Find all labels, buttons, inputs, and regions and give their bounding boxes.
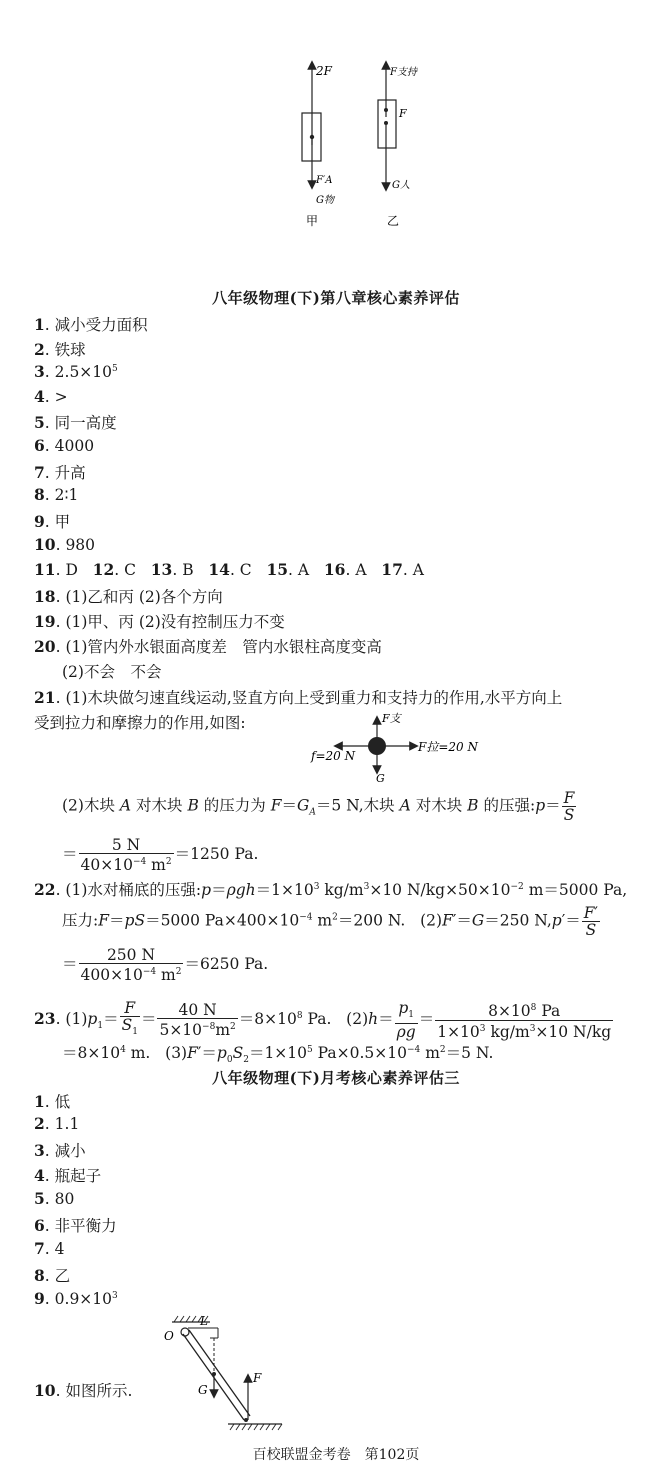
answer-18: 18. (1)乙和丙 (2)各个方向 — [34, 587, 223, 606]
label-Gwu: G物 — [316, 195, 334, 206]
answer-11-17: 11. D 12. C 13. B 14. C 15. A 16. A 17. A — [34, 560, 424, 579]
label-FA: F′A — [316, 175, 333, 186]
force-diagram-top — [280, 55, 440, 235]
answer2-2: 2. 1.1 — [34, 1114, 80, 1133]
page-footer: 百校联盟金考卷 第102页 — [252, 1447, 420, 1463]
answer2-1: 1. 低 — [34, 1092, 71, 1111]
answer-6: 6. 4000 — [34, 436, 95, 455]
answer-21-part2-calc: ＝ $\frac{5 N}{40\times 10^{-4} m^2}$ ＝1250 Pa. — [62, 836, 259, 875]
label-yi: 乙 — [387, 214, 400, 228]
answer-3: 3. $2.5\times 10^5$ — [34, 362, 118, 381]
section1-title: 八年级物理(下)第八章核心素养评估 — [212, 289, 460, 307]
answer-20-line2: (2)不会 不会 — [62, 663, 162, 681]
answer2-9: 9. $0.9\times 10^3$ — [34, 1289, 118, 1308]
answer-23-line1: 23. $(1)p_1=$ $\frac{F}{S_1}$ ＝ $\frac{40 N}{5\times 10^{-8}m^2}$ $=8\times 10^8$ Pa. (2)h＝ $\frac{p_1}{\rho g}$ ＝ $\frac{8\times 10^8 Pa}{1\times 10^3 kg/m^3\times 10 N/kg}$ — [34, 999, 612, 1042]
force-diagram-q21 — [310, 708, 500, 788]
label-F2: F — [253, 1371, 262, 1385]
label-L: L — [200, 1314, 208, 1328]
answer-9: 9. 甲 — [34, 512, 71, 531]
answer-4: 4. > — [34, 387, 68, 406]
answer2-3: 3. 减小 — [34, 1141, 86, 1160]
answer-10: 10. 980 — [34, 535, 96, 554]
label-f: f=20 N — [311, 749, 356, 763]
answer2-10: 10. 如图所示. — [34, 1381, 133, 1400]
label-Gren: G人 — [392, 180, 410, 191]
answer-22-line3: ＝ $\frac{250 N}{400\times 10^{-4} m^2}$ ＝6250 Pa. — [62, 946, 269, 985]
answer-21-line2: 受到拉力和摩擦力的作用,如图: — [34, 714, 246, 732]
lever-diagram — [158, 1312, 288, 1437]
answer-22-line2: 压力:F＝pS＝5000 $Pa\times 400\times 10^{-4}$ $m^2=200$ N. (2)F′＝G＝250 N,p′＝ $\frac{F'}{S}$ — [62, 904, 599, 939]
label-Fzhi: F支 — [382, 712, 401, 725]
label-G: G — [376, 772, 385, 785]
answer2-6: 6. 非平衡力 — [34, 1216, 117, 1235]
answer-23-line2: $=8\times 10^4$ m. $(3)F'=p_0S_2=1\times 10^5$ $Pa\times 0.5\times 10^{-4}$ $m^2=5$ N. — [62, 1044, 494, 1066]
answer-22-line1: 22. (1)水对桶底的压强$:p=\rho gh=1\times 10^3$ $kg/m^3\times 10$ $N/kg\times 50\times 10^{-2}$ m＝5000 Pa, — [34, 880, 628, 899]
label-Fla: F拉=20 N — [418, 740, 478, 754]
answer2-8: 8. 乙 — [34, 1266, 71, 1285]
label-O: O — [164, 1329, 174, 1343]
label-2F: 2F — [316, 64, 332, 78]
answer-20-line1: 20. (1)管内外水银面高度差 管内水银柱高度变高 — [34, 637, 382, 656]
answer2-5: 5. 80 — [34, 1189, 75, 1208]
answer2-7: 7. 4 — [34, 1239, 65, 1258]
diagram-yi — [378, 65, 418, 228]
answer-8: 8. 2∶1 — [34, 485, 79, 504]
answer-7: 7. 升高 — [34, 463, 86, 482]
answer-5: 5. 同一高度 — [34, 413, 117, 432]
answer2-4: 4. 瓶起子 — [34, 1166, 102, 1185]
answer-19: 19. (1)甲、丙 (2)没有控制压力不变 — [34, 612, 285, 631]
answer-21-part2: (2)木块 A 对木块 B 的压力为 $F=G_A=5$ N,木块 A 对木块 B 的压强:p＝ $\frac{F}{S}$ — [62, 789, 575, 824]
label-F: F — [399, 107, 407, 120]
label-jia: 甲 — [306, 214, 319, 228]
answer-1: 1. 减小受力面积 — [34, 315, 148, 334]
label-G2: G — [198, 1383, 208, 1397]
answer-21-line1: 21. (1)木块做匀速直线运动,竖直方向上受到重力和支持力的作用,水平方向上 — [34, 688, 563, 707]
label-Fzhichi: F支持 — [390, 67, 417, 78]
answer-2: 2. 铁球 — [34, 340, 86, 359]
section2-title: 八年级物理(下)月考核心素养评估三 — [212, 1069, 460, 1087]
diagram-jia — [302, 64, 336, 228]
